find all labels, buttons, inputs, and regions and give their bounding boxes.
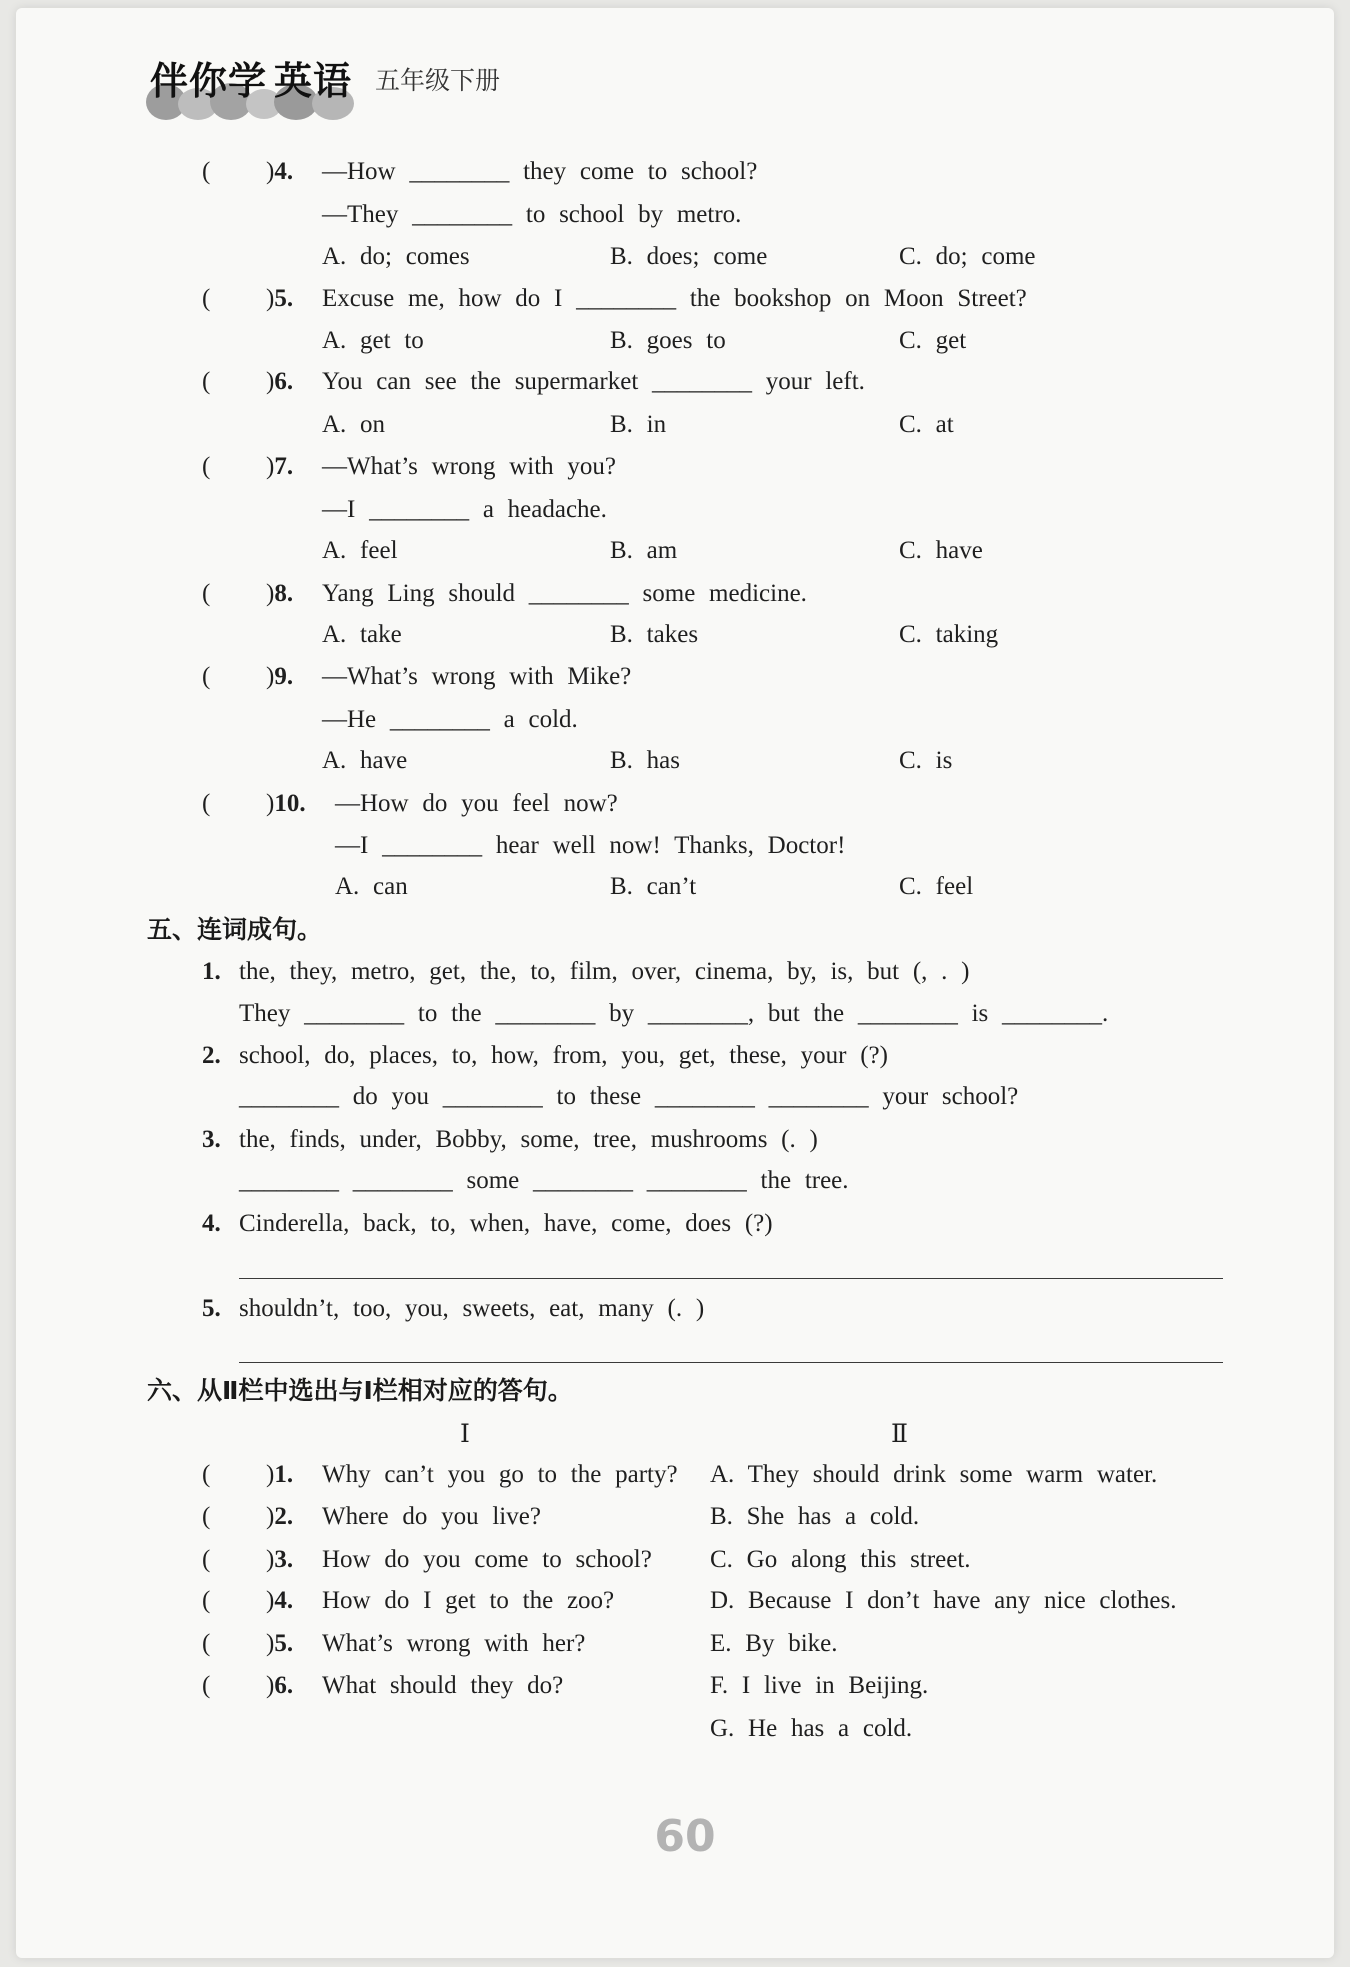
question-number xyxy=(266,1623,293,1665)
option-a: A. have xyxy=(322,747,408,774)
matching-question: How do I get to the zoo? xyxy=(322,1587,615,1614)
answer-bracket-open: ( xyxy=(202,1503,211,1530)
answer-bracket-open: ( xyxy=(202,1672,211,1699)
answer-bracket-close: ) xyxy=(266,1546,275,1573)
question-line: —How ________ they come to school? xyxy=(322,158,758,185)
question-line: —He ________ a cold. xyxy=(322,706,578,733)
option-a: A. can xyxy=(335,873,408,900)
scrambled-words: Cinderella, back, to, when, have, come, does (?) xyxy=(239,1210,773,1237)
question-line: —I ________ a headache. xyxy=(322,496,607,523)
option-a: A. do; comes xyxy=(322,243,470,270)
question-number-label: 5. xyxy=(274,285,294,312)
option-b: B. does; come xyxy=(610,243,768,270)
question-number-label: 6. xyxy=(274,1672,294,1699)
answer-line xyxy=(239,1278,1223,1279)
option-c: C. is xyxy=(899,747,953,774)
item-number: 2. xyxy=(202,1042,221,1069)
question-line: —I ________ hear well now! Thanks, Doctor! xyxy=(335,832,846,859)
question-number-label: 3. xyxy=(274,1546,294,1573)
page-number: 60 xyxy=(654,1811,716,1862)
answer-bracket-open: ( xyxy=(202,1587,211,1614)
answer-bracket-close: ) xyxy=(266,790,275,817)
matching-question: Where do you live? xyxy=(322,1503,541,1530)
answer-bracket-open: ( xyxy=(202,663,211,690)
question-number xyxy=(266,1539,293,1581)
item-number: 1. xyxy=(202,958,221,985)
question-number xyxy=(266,151,293,193)
scrambled-words: shouldn’t, too, you, sweets, eat, many (. ) xyxy=(239,1295,705,1322)
brand-title-part2: 英语 xyxy=(274,59,353,103)
matching-answer-a: A. They should drink some warm water. xyxy=(710,1461,1158,1488)
item-number: 3. xyxy=(202,1126,221,1153)
answer-bracket-open: ( xyxy=(202,1461,211,1488)
option-c: C. get xyxy=(899,327,967,354)
option-c: C. taking xyxy=(899,621,999,648)
matching-question: Why can’t you go to the party? xyxy=(322,1461,678,1488)
answer-bracket-close: ) xyxy=(266,1461,275,1488)
question-number xyxy=(266,278,293,320)
question-number xyxy=(266,361,293,403)
column-header-left: Ⅰ xyxy=(460,1419,470,1448)
option-b: B. in xyxy=(610,411,667,438)
question-line: Yang Ling should ________ some medicine. xyxy=(322,580,807,607)
answer-bracket-open: ( xyxy=(202,368,211,395)
item-number: 5. xyxy=(202,1295,221,1322)
option-a: A. take xyxy=(322,621,402,648)
answer-bracket-open: ( xyxy=(202,1630,211,1657)
answer-bracket-close: ) xyxy=(266,285,275,312)
question-number xyxy=(266,573,293,615)
matching-answer-g: G. He has a cold. xyxy=(710,1715,913,1742)
matching-answer-d: D. Because I don’t have any nice clothes. xyxy=(710,1587,1177,1614)
brand-title-part1: 伴你学 xyxy=(150,59,268,103)
matching-answer-e: E. By bike. xyxy=(710,1630,838,1657)
answer-template: They ________ to the ________ by ________, but the ________ is ________. xyxy=(239,1000,1109,1027)
section-title-matching: 六、从Ⅱ栏中选出与Ⅰ栏相对应的答句。 xyxy=(147,1376,573,1405)
matching-question: What should they do? xyxy=(322,1672,564,1699)
answer-bracket-open: ( xyxy=(202,580,211,607)
answer-bracket-open: ( xyxy=(202,1546,211,1573)
question-number-label: 2. xyxy=(274,1503,294,1530)
answer-template: ________ do you ________ to these ________ ________ your school? xyxy=(239,1083,1019,1110)
question-number-label: 8. xyxy=(274,580,294,607)
question-line: —How do you feel now? xyxy=(335,790,618,817)
option-b: B. can’t xyxy=(610,873,697,900)
option-c: C. have xyxy=(899,537,983,564)
question-number-label: 6. xyxy=(274,368,294,395)
section-title-word-order: 五、连词成句。 xyxy=(147,915,323,944)
question-number-label: 9. xyxy=(274,663,294,690)
question-number-label: 5. xyxy=(274,1630,294,1657)
column-header-right: Ⅱ xyxy=(891,1419,908,1448)
answer-bracket-close: ) xyxy=(266,158,275,185)
answer-bracket-close: ) xyxy=(266,580,275,607)
question-number-label: 10. xyxy=(274,790,306,817)
question-number-label: 7. xyxy=(274,453,294,480)
scrambled-words: the, they, metro, get, the, to, film, over, cinema, by, is, but (, . ) xyxy=(239,958,970,985)
option-c: C. do; come xyxy=(899,243,1036,270)
question-number xyxy=(266,783,306,825)
matching-answer-b: B. She has a cold. xyxy=(710,1503,920,1530)
option-a: A. get to xyxy=(322,327,424,354)
question-number xyxy=(266,1580,293,1622)
matching-answer-c: C. Go along this street. xyxy=(710,1546,971,1573)
option-b: B. takes xyxy=(610,621,699,648)
question-number xyxy=(266,446,293,488)
answer-bracket-close: ) xyxy=(266,368,275,395)
question-number-label: 1. xyxy=(274,1461,294,1488)
grade-label: 五年级下册 xyxy=(375,66,501,95)
option-a: A. feel xyxy=(322,537,398,564)
answer-bracket-close: ) xyxy=(266,1630,275,1657)
question-line: —What’s wrong with you? xyxy=(322,453,616,480)
option-b: B. am xyxy=(610,537,678,564)
option-a: A. on xyxy=(322,411,386,438)
option-b: B. goes to xyxy=(610,327,726,354)
question-number-label: 4. xyxy=(274,158,294,185)
question-number-label: 4. xyxy=(274,1587,294,1614)
question-line: —They ________ to school by metro. xyxy=(322,201,742,228)
answer-bracket-open: ( xyxy=(202,790,211,817)
question-number xyxy=(266,656,293,698)
answer-bracket-close: ) xyxy=(266,1672,275,1699)
item-number: 4. xyxy=(202,1210,221,1237)
answer-bracket-close: ) xyxy=(266,1503,275,1530)
question-number xyxy=(266,1496,293,1538)
answer-template: ________ ________ some ________ ________ the tree. xyxy=(239,1167,849,1194)
question-number xyxy=(266,1665,293,1707)
question-line: Excuse me, how do I ________ the bookshop on Moon Street? xyxy=(322,285,1027,312)
question-line: —What’s wrong with Mike? xyxy=(322,663,632,690)
answer-bracket-close: ) xyxy=(266,663,275,690)
answer-bracket-open: ( xyxy=(202,453,211,480)
answer-bracket-close: ) xyxy=(266,1587,275,1614)
matching-question: How do you come to school? xyxy=(322,1546,652,1573)
scrambled-words: school, do, places, to, how, from, you, get, these, your (?) xyxy=(239,1042,888,1069)
answer-line xyxy=(239,1362,1223,1363)
question-line: You can see the supermarket ________ your left. xyxy=(322,368,865,395)
brand-logo xyxy=(148,56,363,122)
option-b: B. has xyxy=(610,747,680,774)
option-c: C. at xyxy=(899,411,954,438)
answer-bracket-open: ( xyxy=(202,285,211,312)
question-number xyxy=(266,1454,293,1496)
matching-question: What’s wrong with her? xyxy=(322,1630,586,1657)
answer-bracket-close: ) xyxy=(266,453,275,480)
option-c: C. feel xyxy=(899,873,974,900)
answer-bracket-open: ( xyxy=(202,158,211,185)
scrambled-words: the, finds, under, Bobby, some, tree, mushrooms (. ) xyxy=(239,1126,818,1153)
matching-answer-f: F. I live in Beijing. xyxy=(710,1672,929,1699)
